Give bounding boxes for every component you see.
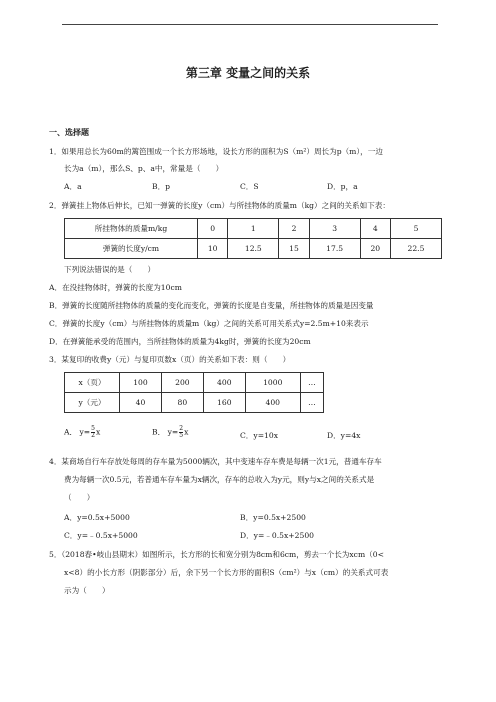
q3-option-c: C．y=10x: [240, 431, 279, 440]
table-cell: 160: [203, 393, 245, 413]
q2-option-c: C．弹簧的长度y（cm）与所挂物体的质量m（kg）之间的关系可用关系式y=2.5m+10来表示: [49, 319, 369, 328]
table-row: [65, 239, 442, 259]
q4-line-2: 费为每辆一次0.5元，若普通车存车量为x辆次，存车的总收入为y元，则y与x之间的关系式是: [64, 475, 375, 484]
formula-variable: x: [184, 427, 189, 437]
table-cell: …: [300, 393, 323, 413]
table-cell: 1000: [245, 373, 300, 393]
table-cell: 80: [161, 393, 203, 413]
q4-line-1: 4．某商场自行车存放处每周的存车量为5000辆次，其中变速车存车费是每辆一次1元，普通车存车: [49, 457, 382, 466]
table-cell: 所挂物体的质量m/kg: [65, 219, 198, 239]
q4-option-c: C．y=﹣0.5x+5000: [64, 531, 138, 540]
fraction-denominator: 2: [91, 432, 95, 439]
q4-option-d: D．y=﹣0.5x+2500: [240, 531, 314, 540]
q1-option-a: A．a: [64, 182, 82, 191]
table-cell: 0: [198, 219, 228, 239]
q5-line-3: 示为（ ）: [64, 586, 110, 595]
table-cell: 22.5: [390, 239, 441, 259]
fraction: [91, 426, 95, 439]
q4-option-a: A．y=0.5x+5000: [64, 513, 130, 522]
fraction-numerator: 2: [179, 425, 184, 432]
table-row: [65, 373, 324, 393]
table-cell: x（页）: [65, 373, 120, 393]
table-cell: 弹簧的长度y/cm: [65, 239, 198, 259]
q5-line-2: x<8）的小长方形（阴影部分）后，余下另一个长方形的面积S（cm²）与x（cm）的关系式可表: [64, 568, 389, 577]
q5-line-1: 5．（2018春•岐山县期末）如图所示，长方形的长和宽分别为8cm和6cm，剪去一个长为xcm（0<: [49, 550, 384, 559]
table-cell: 10: [198, 239, 228, 259]
q1-option-c: C．S: [240, 182, 259, 191]
table-cell: …: [300, 373, 323, 393]
table-cell: 4: [360, 219, 390, 239]
q2-line-1: 2．弹簧挂上物体后伸长，已知一弹簧的长度y（cm）与所挂物体的质量m（kg）之间的关系如下表：: [49, 201, 390, 210]
q4-option-b: B．y=0.5x+2500: [240, 513, 306, 522]
formula-lhs: y=: [167, 427, 179, 437]
q2-option-b: B．弹簧的长度随所挂物体的质量的变化而变化，弹簧的长度是自变量，所挂物体的质量是因变量: [49, 301, 374, 310]
table-cell: 400: [203, 373, 245, 393]
q2-prompt: 下列说法错误的是（ ）: [64, 265, 156, 274]
q1-option-d: D．p，a: [327, 182, 358, 191]
section-heading: 一、选择题: [49, 128, 89, 137]
header-rule: [62, 24, 438, 25]
option-letter: B．: [152, 427, 166, 437]
fraction-denominator: 5: [179, 432, 184, 439]
table-cell: 200: [161, 373, 203, 393]
table-row: [65, 393, 324, 413]
q3-option-d: D．y=4x: [327, 431, 361, 440]
q2-option-a: A．在没挂物体时，弹簧的长度为10cm: [49, 283, 182, 292]
table-cell: 5: [390, 219, 441, 239]
q4-line-3: （ ）: [64, 493, 95, 502]
table-cell: 100: [120, 373, 162, 393]
table-cell: y（元）: [65, 393, 120, 413]
fraction: [179, 426, 183, 439]
table-cell: 2: [279, 219, 309, 239]
table-cell: 40: [120, 393, 162, 413]
formula-lhs: y=: [79, 427, 91, 437]
table-cell: 12.5: [228, 239, 279, 259]
q2-table: [64, 218, 442, 259]
formula-variable: x: [95, 427, 101, 437]
table-cell: 15: [279, 239, 309, 259]
table-row: [65, 219, 442, 239]
q3-line-1: 3．某复印的收费y（元）与复印页数x（页）的关系如下表：则（ ）: [49, 355, 291, 364]
q1-line-1: 1．如果用总长为60m的篱笆围成一个长方形场地，设长方形的面积为S（m²）周长为p（m），一边: [49, 147, 383, 156]
q3-option-a: [64, 426, 100, 439]
q2-option-d: D．在弹簧能承受的范围内，当所挂物体的质量为4kg时，弹簧的长度为20cm: [49, 337, 311, 346]
table-cell: 1: [228, 219, 279, 239]
q3-option-b: [152, 426, 188, 439]
table-cell: 17.5: [309, 239, 360, 259]
page-title: 第三章 变量之间的关系: [185, 66, 311, 80]
q1-line-2: 长为a（m），那么S、p、a中，常量是（ ）: [64, 164, 224, 173]
fraction-numerator: 5: [91, 425, 95, 432]
option-letter: A．: [64, 427, 78, 437]
table-cell: 20: [360, 239, 390, 259]
table-cell: 3: [309, 219, 360, 239]
table-cell: 400: [245, 393, 300, 413]
q1-option-b: B．p: [152, 182, 171, 191]
q3-table: [64, 372, 324, 413]
